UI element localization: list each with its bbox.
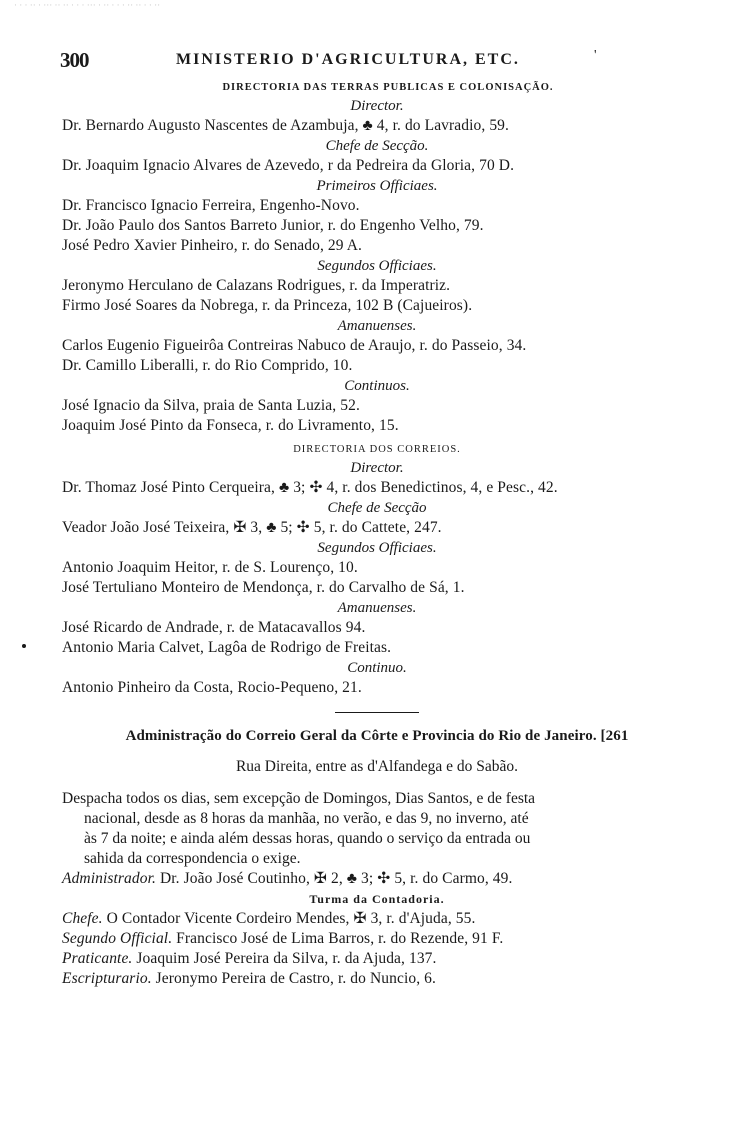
section-divider	[335, 712, 419, 713]
staff-entry	[62, 929, 692, 949]
entry-primeiro: Dr. Francisco Ignacio Ferreira, Engenho-Novo.	[62, 197, 360, 214]
role-segundos: Segundos Officiaes.	[317, 540, 437, 556]
entry-segundo: José Tertuliano Monteiro de Mendonça, r. do Carvalho de Sá, 1.	[62, 579, 465, 596]
administracao-address: Rua Direita, entre as d'Alfandega e do Sabão.	[235, 758, 519, 775]
section-heading-terras: DIRECTORIA DAS TERRAS PUBLICAS E COLONISAÇÃO.	[222, 82, 554, 93]
turma-heading: Turma da Contadoria.	[309, 892, 445, 906]
role-chefe: Chefe de Secção	[327, 500, 427, 516]
entry-segundo: Antonio Joaquim Heitor, r. de S. Lourenço, 10.	[62, 559, 358, 576]
role-amanuenses: Amanuenses.	[337, 318, 417, 334]
administrador-label: Administrador.	[62, 870, 156, 887]
paragraph-line: nacional, desde as 8 horas da manhãa, no verão, e das 9, no inverno, até	[84, 810, 529, 827]
role-chefe: Chefe de Secção.	[325, 138, 429, 154]
administracao-title: Administração do Correio Geral da Côrte e Provincia do Rio de Janeiro. [261	[125, 728, 629, 744]
entry-amanuense: Carlos Eugenio Figueirôa Contreiras Nabuco de Araujo, r. do Passeio, 34.	[62, 337, 527, 354]
entry-director: Dr. Thomaz José Pinto Cerqueira, ♣ 3; ✣ 4, r. dos Benedictinos, 4, e Pesc., 42.	[62, 479, 558, 496]
running-title: MINISTERIO D'AGRICULTURA, ETC.	[176, 51, 520, 68]
page-content	[62, 80, 692, 989]
staff-label: Segundo Official.	[62, 930, 173, 947]
staff-text: Jeronymo Pereira de Castro, r. do Nuncio, 6.	[155, 970, 436, 987]
bleed-through-smudge: · · · ·· · ··· ·· ·· · · · ··· · ·· · · · ·· ·· · · ··	[14, 0, 161, 10]
entry-continuo: Joaquim José Pinto da Fonseca, r. do Livramento, 15.	[62, 417, 399, 434]
staff-text: Francisco José de Lima Barros, r. do Rezende, 91 F.	[176, 930, 504, 947]
page-number: 300	[60, 48, 89, 72]
staff-label: Chefe.	[62, 910, 103, 927]
staff-text: Joaquim José Pereira da Silva, r. da Ajuda, 137.	[136, 950, 437, 967]
staff-text: O Contador Vicente Cordeiro Mendes, ✠ 3, r. d'Ajuda, 55.	[106, 910, 476, 927]
entry-amanuense: Dr. Camillo Liberalli, r. do Rio Comprido, 10.	[62, 357, 353, 374]
role-amanuenses: Amanuenses.	[337, 600, 417, 616]
entry-primeiro: Dr. João Paulo dos Santos Barreto Junior, r. do Engenho Velho, 79.	[62, 217, 484, 234]
running-head	[60, 48, 690, 74]
entry-primeiro: José Pedro Xavier Pinheiro, r. do Senado, 29 A.	[62, 237, 363, 254]
staff-label: Escripturario.	[62, 970, 152, 987]
staff-entry	[62, 949, 692, 969]
paragraph-line: sahida da correspondencia o exige.	[84, 850, 301, 867]
role-segundos: Segundos Officiaes.	[317, 258, 437, 274]
entry-chefe: Veador João José Teixeira, ✠ 3, ♣ 5; ✣ 5, r. do Cattete, 247.	[62, 519, 442, 536]
entry-chefe: Dr. Joaquim Ignacio Alvares de Azevedo, r da Pedreira da Gloria, 70 D.	[62, 157, 515, 174]
print-mark: '	[594, 48, 597, 63]
paragraph-line: às 7 da noite; e ainda além dessas horas, quando o serviço da entrada ou	[84, 830, 531, 847]
entry-amanuense: Antonio Maria Calvet, Lagôa de Rodrigo de Freitas.	[62, 639, 392, 656]
section-heading-correios: DIRECTORIA DOS CORREIOS.	[293, 444, 461, 455]
entry-continuo: Antonio Pinheiro da Costa, Rocio-Pequeno, 21.	[62, 679, 362, 696]
role-primeiros: Primeiros Officiaes.	[316, 178, 438, 194]
role-director: Director.	[350, 98, 404, 114]
staff-entry	[62, 909, 692, 929]
entry-amanuense: José Ricardo de Andrade, r. de Matacavallos 94.	[62, 619, 366, 636]
entry-segundo: Jeronymo Herculano de Calazans Rodrigues, r. da Imperatriz.	[62, 277, 451, 294]
paragraph-line: Despacha todos os dias, sem excepção de Domingos, Dias Santos, e de festa	[62, 790, 536, 807]
role-continuo: Continuo.	[347, 660, 407, 676]
role-director: Director.	[350, 460, 404, 476]
entry-director: Dr. Bernardo Augusto Nascentes de Azambuja, ♣ 4, r. do Lavradio, 59.	[62, 117, 509, 134]
role-continuos: Continuos.	[344, 378, 410, 394]
entry-segundo: Firmo José Soares da Nobrega, r. da Princeza, 102 B (Cajueiros).	[62, 297, 473, 314]
margin-ink-dot	[22, 644, 26, 648]
entry-administrador	[62, 869, 692, 889]
administrador-text: Dr. João José Coutinho, ✠ 2, ♣ 3; ✣ 5, r. do Carmo, 49.	[159, 870, 513, 887]
staff-label: Praticante.	[62, 950, 133, 967]
entry-continuo: José Ignacio da Silva, praia de Santa Luzia, 52.	[62, 397, 360, 414]
opening-hours-paragraph	[62, 789, 692, 869]
staff-entry	[62, 969, 692, 989]
